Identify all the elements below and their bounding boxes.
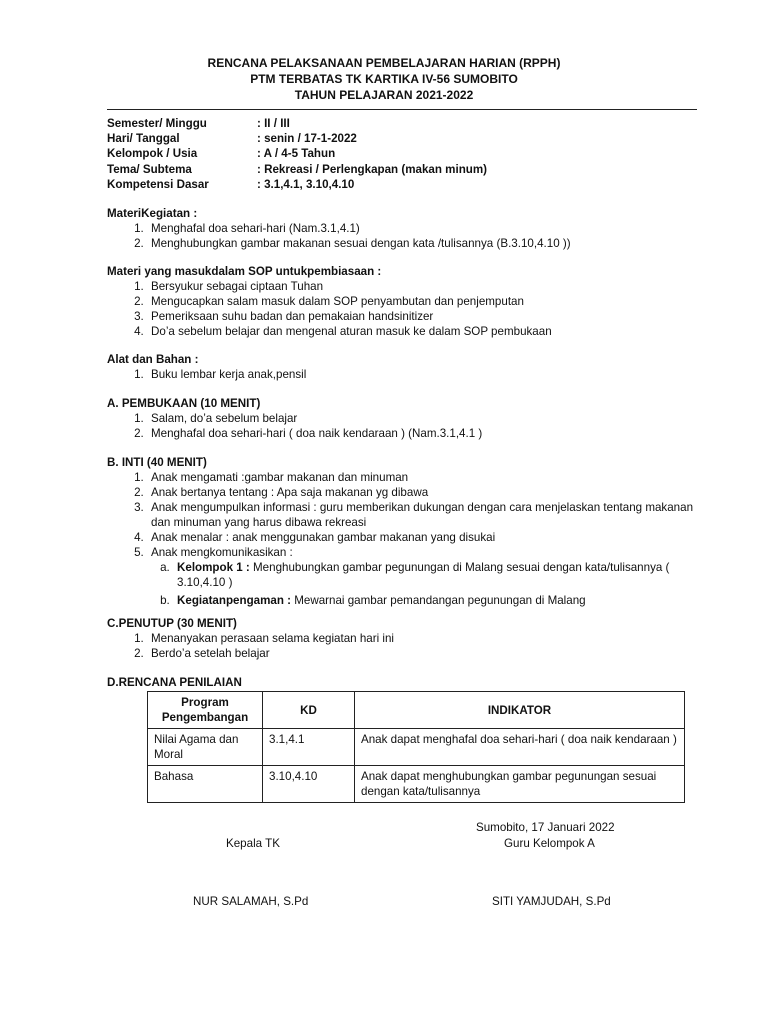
sub-item-text: Menghubungkan gambar pegunungan di Malang sesuai dengan kata/tulisannya ( 3.10,4.10 ) xyxy=(177,561,670,589)
sub-list-item xyxy=(173,593,707,608)
pembukaan-section xyxy=(107,396,482,441)
sop-title: Materi yang masukdalam SOP untukpembiasaan : xyxy=(107,265,382,278)
list-item: 1. Buku lembar kerja anak,pensil xyxy=(147,367,306,382)
list-item: 2. Berdo’a setelah belajar xyxy=(147,646,394,661)
list-item: 1. Anak mengamati :gambar makanan dan minuman xyxy=(147,470,707,485)
inti-list xyxy=(107,470,707,608)
list-item: 3. Pemeriksaan suhu badan dan pemakaian handsinitizer xyxy=(147,309,552,324)
info-label: Kelompok / Usia xyxy=(107,147,198,161)
sub-item-text: Mewarnai gambar pemandangan pegunungan di Malang xyxy=(291,594,586,607)
table-cell: Anak dapat menghafal doa sehari-hari ( doa naik kendaraan ) xyxy=(355,729,685,766)
penilaian-title: D.RENCANA PENILAIAN xyxy=(107,676,242,689)
info-row xyxy=(107,162,487,177)
info-value: : 3.1,4.1, 3.10,4.10 xyxy=(257,177,355,191)
signature-right-role: Guru Kelompok A xyxy=(504,837,595,850)
sop-section xyxy=(107,264,552,339)
list-item: 1. Salam, do’a sebelum belajar xyxy=(147,411,482,426)
alat-title: Alat dan Bahan : xyxy=(107,353,199,366)
info-label: Semester/ Minggu xyxy=(107,117,207,130)
table-cell: 3.10,4.10 xyxy=(263,766,355,803)
inti-section xyxy=(107,455,707,608)
sop-list xyxy=(107,279,552,339)
list-item: 2. Menghubungkan gambar makanan sesuai dengan kata /tulisannya (B.3.10,4.10 )) xyxy=(147,236,571,251)
table-header-row xyxy=(148,692,685,729)
signature-left-role: Kepala TK xyxy=(226,837,280,850)
info-value: : Rekreasi / Perlengkapan (makan minum) xyxy=(257,162,488,176)
signature-right-name: SITI YAMJUDAH, S.Pd xyxy=(492,895,611,908)
list-item: 3. Anak mengumpulkan informasi : guru memberikan dukungan dengan cara menjelaskan tentang makanan dan minuman yang harus dibawa rekreasi xyxy=(147,500,707,530)
penutup-section xyxy=(107,616,394,661)
penilaian-table xyxy=(147,691,685,803)
table-header-cell: Program Pengembangan xyxy=(148,692,263,729)
table-cell: Anak dapat menghubungkan gambar pegunungan sesuai dengan kata/tulisannya xyxy=(355,766,685,803)
list-item xyxy=(147,545,707,608)
signature-left-name: NUR SALAMAH, S.Pd xyxy=(193,895,309,908)
list-item: 4. Do’a sebelum belajar dan mengenal aturan masuk ke dalam SOP pembukaan xyxy=(147,324,552,339)
info-value: : senin / 17-1-2022 xyxy=(257,132,357,146)
materi-list xyxy=(107,221,571,251)
list-item-text: Anak mengkomunikasikan : xyxy=(151,546,293,559)
table-header-cell: KD xyxy=(263,692,355,729)
info-label: Hari/ Tanggal xyxy=(107,132,180,146)
info-value: : A / 4-5 Tahun xyxy=(257,147,336,161)
list-item: 1. Menanyakan perasaan selama kegiatan hari ini xyxy=(147,631,394,646)
penutup-list xyxy=(107,631,394,661)
list-item: 2. Mengucapkan salam masuk dalam SOP penyambutan dan penjemputan xyxy=(147,294,552,309)
pembukaan-list xyxy=(107,411,482,441)
sub-list-item xyxy=(173,560,707,590)
alat-list xyxy=(107,367,306,382)
info-row xyxy=(107,116,487,131)
doc-title-line-1: RENCANA PELAKSANAAN PEMBELAJARAN HARIAN (RPPH) xyxy=(207,56,561,70)
info-row xyxy=(107,131,487,146)
doc-title-line-2: PTM TERBATAS TK KARTIKA IV-56 SUMOBITO xyxy=(250,72,518,86)
inti-title: B. INTI (40 MENIT) xyxy=(107,456,207,469)
info-value: : II / III xyxy=(257,117,290,130)
penilaian-section xyxy=(107,675,242,690)
materi-title: MateriKegiatan : xyxy=(107,207,198,220)
alat-section xyxy=(107,352,306,382)
sub-item-label: Kelompok 1 : xyxy=(177,561,250,574)
penutup-title: C.PENUTUP (30 MENIT) xyxy=(107,617,237,630)
doc-title-line-3: TAHUN PELAJARAN 2021-2022 xyxy=(294,88,474,102)
list-item: 1. Bersyukur sebagai ciptaan Tuhan xyxy=(147,279,552,294)
sub-item-label: Kegiatanpengaman : xyxy=(177,594,292,607)
list-item: 1. Menghafal doa sehari-hari (Nam.3.1,4.1) xyxy=(147,221,571,236)
info-row xyxy=(107,146,487,161)
info-label: Tema/ Subtema xyxy=(107,162,192,176)
signature-place-date: Sumobito, 17 Januari 2022 xyxy=(476,821,615,834)
list-item: 4. Anak menalar : anak menggunakan gambar makanan yang disukai xyxy=(147,530,707,545)
info-row xyxy=(107,177,487,192)
table-row xyxy=(148,729,685,766)
table-cell: 3.1,4.1 xyxy=(263,729,355,766)
list-item: 2. Anak bertanya tentang : Apa saja makanan yg dibawa xyxy=(147,485,707,500)
info-label: Kompetensi Dasar xyxy=(107,177,209,191)
materi-section xyxy=(107,206,571,251)
info-block xyxy=(107,116,487,192)
table-header-cell: INDIKATOR xyxy=(355,692,685,729)
header-divider xyxy=(107,109,697,110)
table-row xyxy=(148,766,685,803)
table-cell: Nilai Agama dan Moral xyxy=(148,729,263,766)
inti-sub-list xyxy=(151,560,707,608)
list-item: 2. Menghafal doa sehari-hari ( doa naik kendaraan ) (Nam.3.1,4.1 ) xyxy=(147,426,482,441)
pembukaan-title: A. PEMBUKAAN (10 MENIT) xyxy=(107,397,261,410)
table-cell: Bahasa xyxy=(148,766,263,803)
